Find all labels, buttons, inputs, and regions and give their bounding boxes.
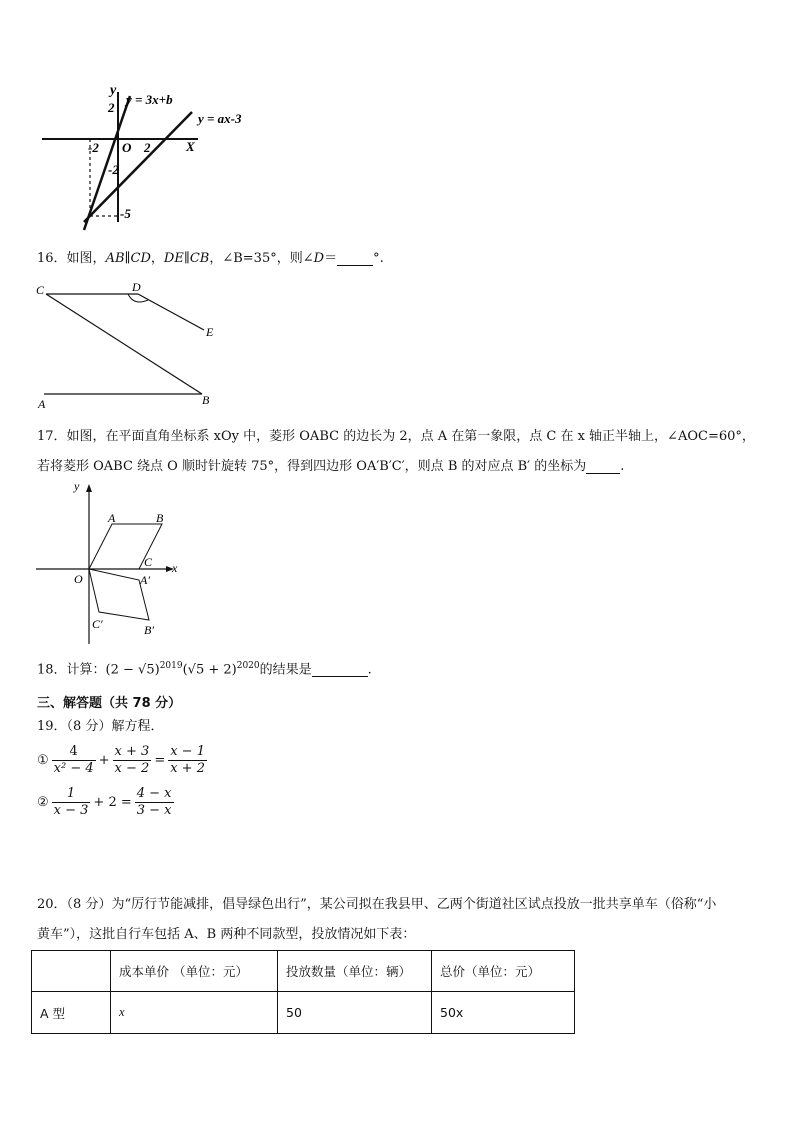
q17-line2-text: 若将菱形 OABC 绕点 O 顺时针旋转 75°，得到四边形 OA′B′C′，则点 B 的对应点 B′ 的坐标为 xyxy=(37,459,587,474)
fig15-origin: O xyxy=(122,140,132,155)
section-3-heading: 三、解答题（共 78 分） xyxy=(37,696,182,711)
fig17-label-y: y xyxy=(74,479,80,493)
fig15-tick-2-y: 2 xyxy=(108,100,115,115)
fig17-y-arrow xyxy=(86,484,92,492)
distribution-table xyxy=(31,950,575,1034)
table-header-row xyxy=(32,951,575,992)
table-header-cell: 投放数量（单位：辆） xyxy=(278,951,432,992)
frac-denominator: x − 2 xyxy=(114,761,150,776)
q19-item1-eq: = xyxy=(154,753,166,768)
table-header-cell: 总价（单位：元） xyxy=(432,951,575,992)
fig15-tick-neg5-y: -5 xyxy=(120,206,131,221)
question-16 xyxy=(37,252,384,266)
q19-item2-op: + 2 = xyxy=(93,795,132,810)
q16-var: D xyxy=(313,251,325,266)
q19-item2-frac2 xyxy=(135,786,174,819)
fig17-label-b: B xyxy=(156,511,164,525)
q19-item2-frac1 xyxy=(52,786,91,819)
fig15-line2-label: y = ax-3 xyxy=(198,111,242,126)
q16-cond2: DE∥CB xyxy=(163,251,210,266)
q16-sep2: ， xyxy=(209,251,223,266)
segment-cb xyxy=(46,294,202,394)
line-ax-minus-3 xyxy=(84,112,192,222)
fig15-y-label: y xyxy=(110,83,117,98)
q18-base1: (2 − √5) xyxy=(105,662,160,678)
q16-sep1: ， xyxy=(150,251,164,266)
frac-denominator: x² − 4 xyxy=(53,761,94,776)
figure-17 xyxy=(34,478,194,646)
question-20-line2: 黄车”），这批自行车包括 A、B 两种不同款型，投放情况如下表： xyxy=(37,927,416,942)
frac-numerator: 4 xyxy=(52,744,96,761)
question-18 xyxy=(37,662,372,677)
table-cell: x xyxy=(111,992,278,1034)
fig17-label-c: C xyxy=(144,555,153,569)
q16-answer-blank[interactable] xyxy=(337,252,373,266)
frac-denominator: 3 − x xyxy=(136,803,172,818)
q18-end: . xyxy=(367,662,372,678)
fig17-label-b1: B′ xyxy=(144,623,154,637)
table-cell: 50 xyxy=(278,992,432,1034)
q19-item1-mark: ① xyxy=(37,753,49,768)
segment-de xyxy=(138,294,204,330)
fig15-tick-neg2-y: -2 xyxy=(108,162,119,177)
q19-item1-frac3 xyxy=(168,744,207,777)
fig15-x-label: X xyxy=(186,139,195,154)
q19-equation-1 xyxy=(37,744,207,777)
frac-numerator: 1 xyxy=(52,786,91,803)
table-header-cell xyxy=(32,951,111,992)
q16-text-b: ，则∠ xyxy=(276,251,314,266)
table-cell: A 型 xyxy=(32,992,111,1034)
q16-cond3: ∠B=35° xyxy=(222,251,277,266)
fig17-label-x: x xyxy=(172,561,178,575)
q16-number: 16． xyxy=(37,251,67,266)
q17-end: . xyxy=(620,459,625,474)
fig16-label-e: E xyxy=(206,325,214,339)
fig16-label-a: A xyxy=(38,397,46,410)
q17-answer-blank[interactable] xyxy=(586,460,620,474)
q18-base2: (√5 + 2) xyxy=(182,662,237,678)
table-header-cell: 成本单价 （单位：元） xyxy=(111,951,278,992)
q19-item1-frac1 xyxy=(52,744,96,777)
question-19-title: 19．（8 分）解方程． xyxy=(37,719,164,734)
frac-numerator: x − 1 xyxy=(170,744,205,759)
q19-equation-2 xyxy=(37,786,174,819)
frac-denominator: x + 2 xyxy=(170,761,205,776)
q16-text-a: 如图， xyxy=(66,251,106,266)
question-17-line2 xyxy=(37,460,624,474)
q16-cond1: AB∥CD xyxy=(105,251,151,266)
fig15-tick-neg2-x: -2 xyxy=(88,140,99,155)
fig17-label-a1: A′ xyxy=(140,573,150,587)
fig16-label-d: D xyxy=(132,280,141,294)
frac-numerator: 4 − x xyxy=(136,786,172,801)
q16-text-c: ＝ xyxy=(324,251,338,266)
frac-denominator: x − 3 xyxy=(53,803,89,818)
fig15-line1-label: y = 3x+b xyxy=(126,92,173,107)
q18-answer-blank[interactable] xyxy=(312,663,368,677)
fig17-label-a: A xyxy=(108,511,116,525)
q16-degree: °. xyxy=(373,251,384,266)
q18-exp2: 2020 xyxy=(236,661,260,671)
q18-exp1: 2019 xyxy=(159,661,183,671)
fig16-label-c: C xyxy=(36,283,45,297)
fig15-tick-2-x: 2 xyxy=(144,140,151,155)
question-17-line1: 17．如图，在平面直角坐标系 xOy 中，菱形 OABC 的边长为 2，点 A 在第一象限，点 C 在 x 轴正半轴上，∠AOC=60°， xyxy=(37,429,755,444)
figure-15-graph xyxy=(38,82,260,262)
q18-suffix: 的结果是 xyxy=(259,662,312,678)
q19-item2-mark: ② xyxy=(37,795,49,810)
frac-numerator: x + 3 xyxy=(114,744,150,759)
fig17-label-o: O xyxy=(74,572,83,586)
q19-item1-frac2 xyxy=(113,744,152,777)
q19-item1-op: + xyxy=(98,753,110,768)
question-20-line1: 20．（8 分）为“厉行节能减排，倡导绿色出行”，某公司拟在我县甲、乙两个街道社区试点投放一批共享单车（俗称“小 xyxy=(37,897,717,912)
figure-16 xyxy=(30,280,230,410)
fig16-label-b: B xyxy=(202,393,210,407)
table-cell: 50x xyxy=(432,992,575,1034)
fig17-label-c1: C′ xyxy=(92,617,103,631)
q18-prefix: 18．计算： xyxy=(37,662,106,678)
table-row xyxy=(32,992,575,1034)
